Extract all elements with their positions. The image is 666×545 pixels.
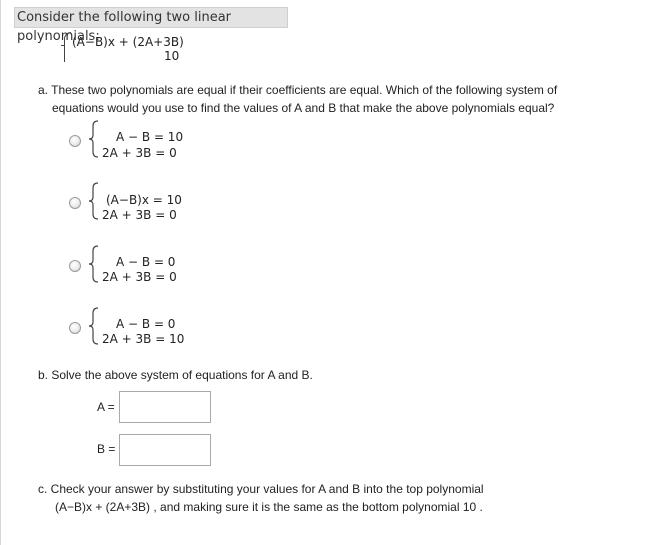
option-2-radio[interactable] — [69, 197, 81, 209]
part-c-line1: c. Check your answer by substituting your values for A and B into the top polynomial — [38, 482, 484, 496]
option-3-equation-1: A − B = 0 — [116, 255, 176, 269]
part-c-line2: (A−B)x + (2A+3B) , and making sure it is the same as the bottom polynomial 10 . — [55, 500, 483, 514]
option-4-brace — [88, 307, 100, 345]
answer-a-label: A = — [97, 400, 115, 414]
option-1-radio[interactable] — [69, 135, 81, 147]
answer-b-input[interactable] — [119, 434, 211, 466]
part-a-line2: equations would you use to find the values of A and B that make the above polynomials equal? — [52, 101, 555, 115]
option-4-equation-1: A − B = 0 — [116, 317, 176, 331]
polynomial-brace — [64, 32, 71, 62]
option-4-equation-2: 2A + 3B = 10 — [102, 332, 185, 346]
part-b-question: b. Solve the above system of equations for A and B. — [38, 368, 313, 382]
option-1-equation-2: 2A + 3B = 0 — [102, 146, 177, 160]
option-2-equation-1: (A−B)x = 10 — [106, 193, 182, 207]
left-border — [0, 0, 1, 545]
option-3-equation-2: 2A + 3B = 0 — [102, 270, 177, 284]
option-2-equation-2: 2A + 3B = 0 — [102, 208, 177, 222]
part-a-line1: a. These two polynomials are equal if their coefficients are equal. Which of the following system of — [38, 83, 558, 97]
option-3-brace — [88, 245, 100, 283]
polynomial-bottom: 10 — [164, 49, 180, 63]
part-a-question — [38, 81, 638, 117]
option-2-brace — [88, 182, 100, 220]
option-1-equation-1: A − B = 10 — [116, 130, 184, 144]
answer-b-label: B = — [97, 442, 116, 456]
part-c-instruction — [38, 480, 638, 516]
option-1-brace — [88, 120, 100, 158]
answer-a-input[interactable] — [119, 391, 211, 423]
option-4-radio[interactable] — [69, 322, 81, 334]
question-header: Consider the following two linear polynomials: — [14, 7, 288, 28]
option-3-radio[interactable] — [69, 260, 81, 272]
polynomial-top: (A−B)x + (2A+3B) — [72, 35, 184, 49]
